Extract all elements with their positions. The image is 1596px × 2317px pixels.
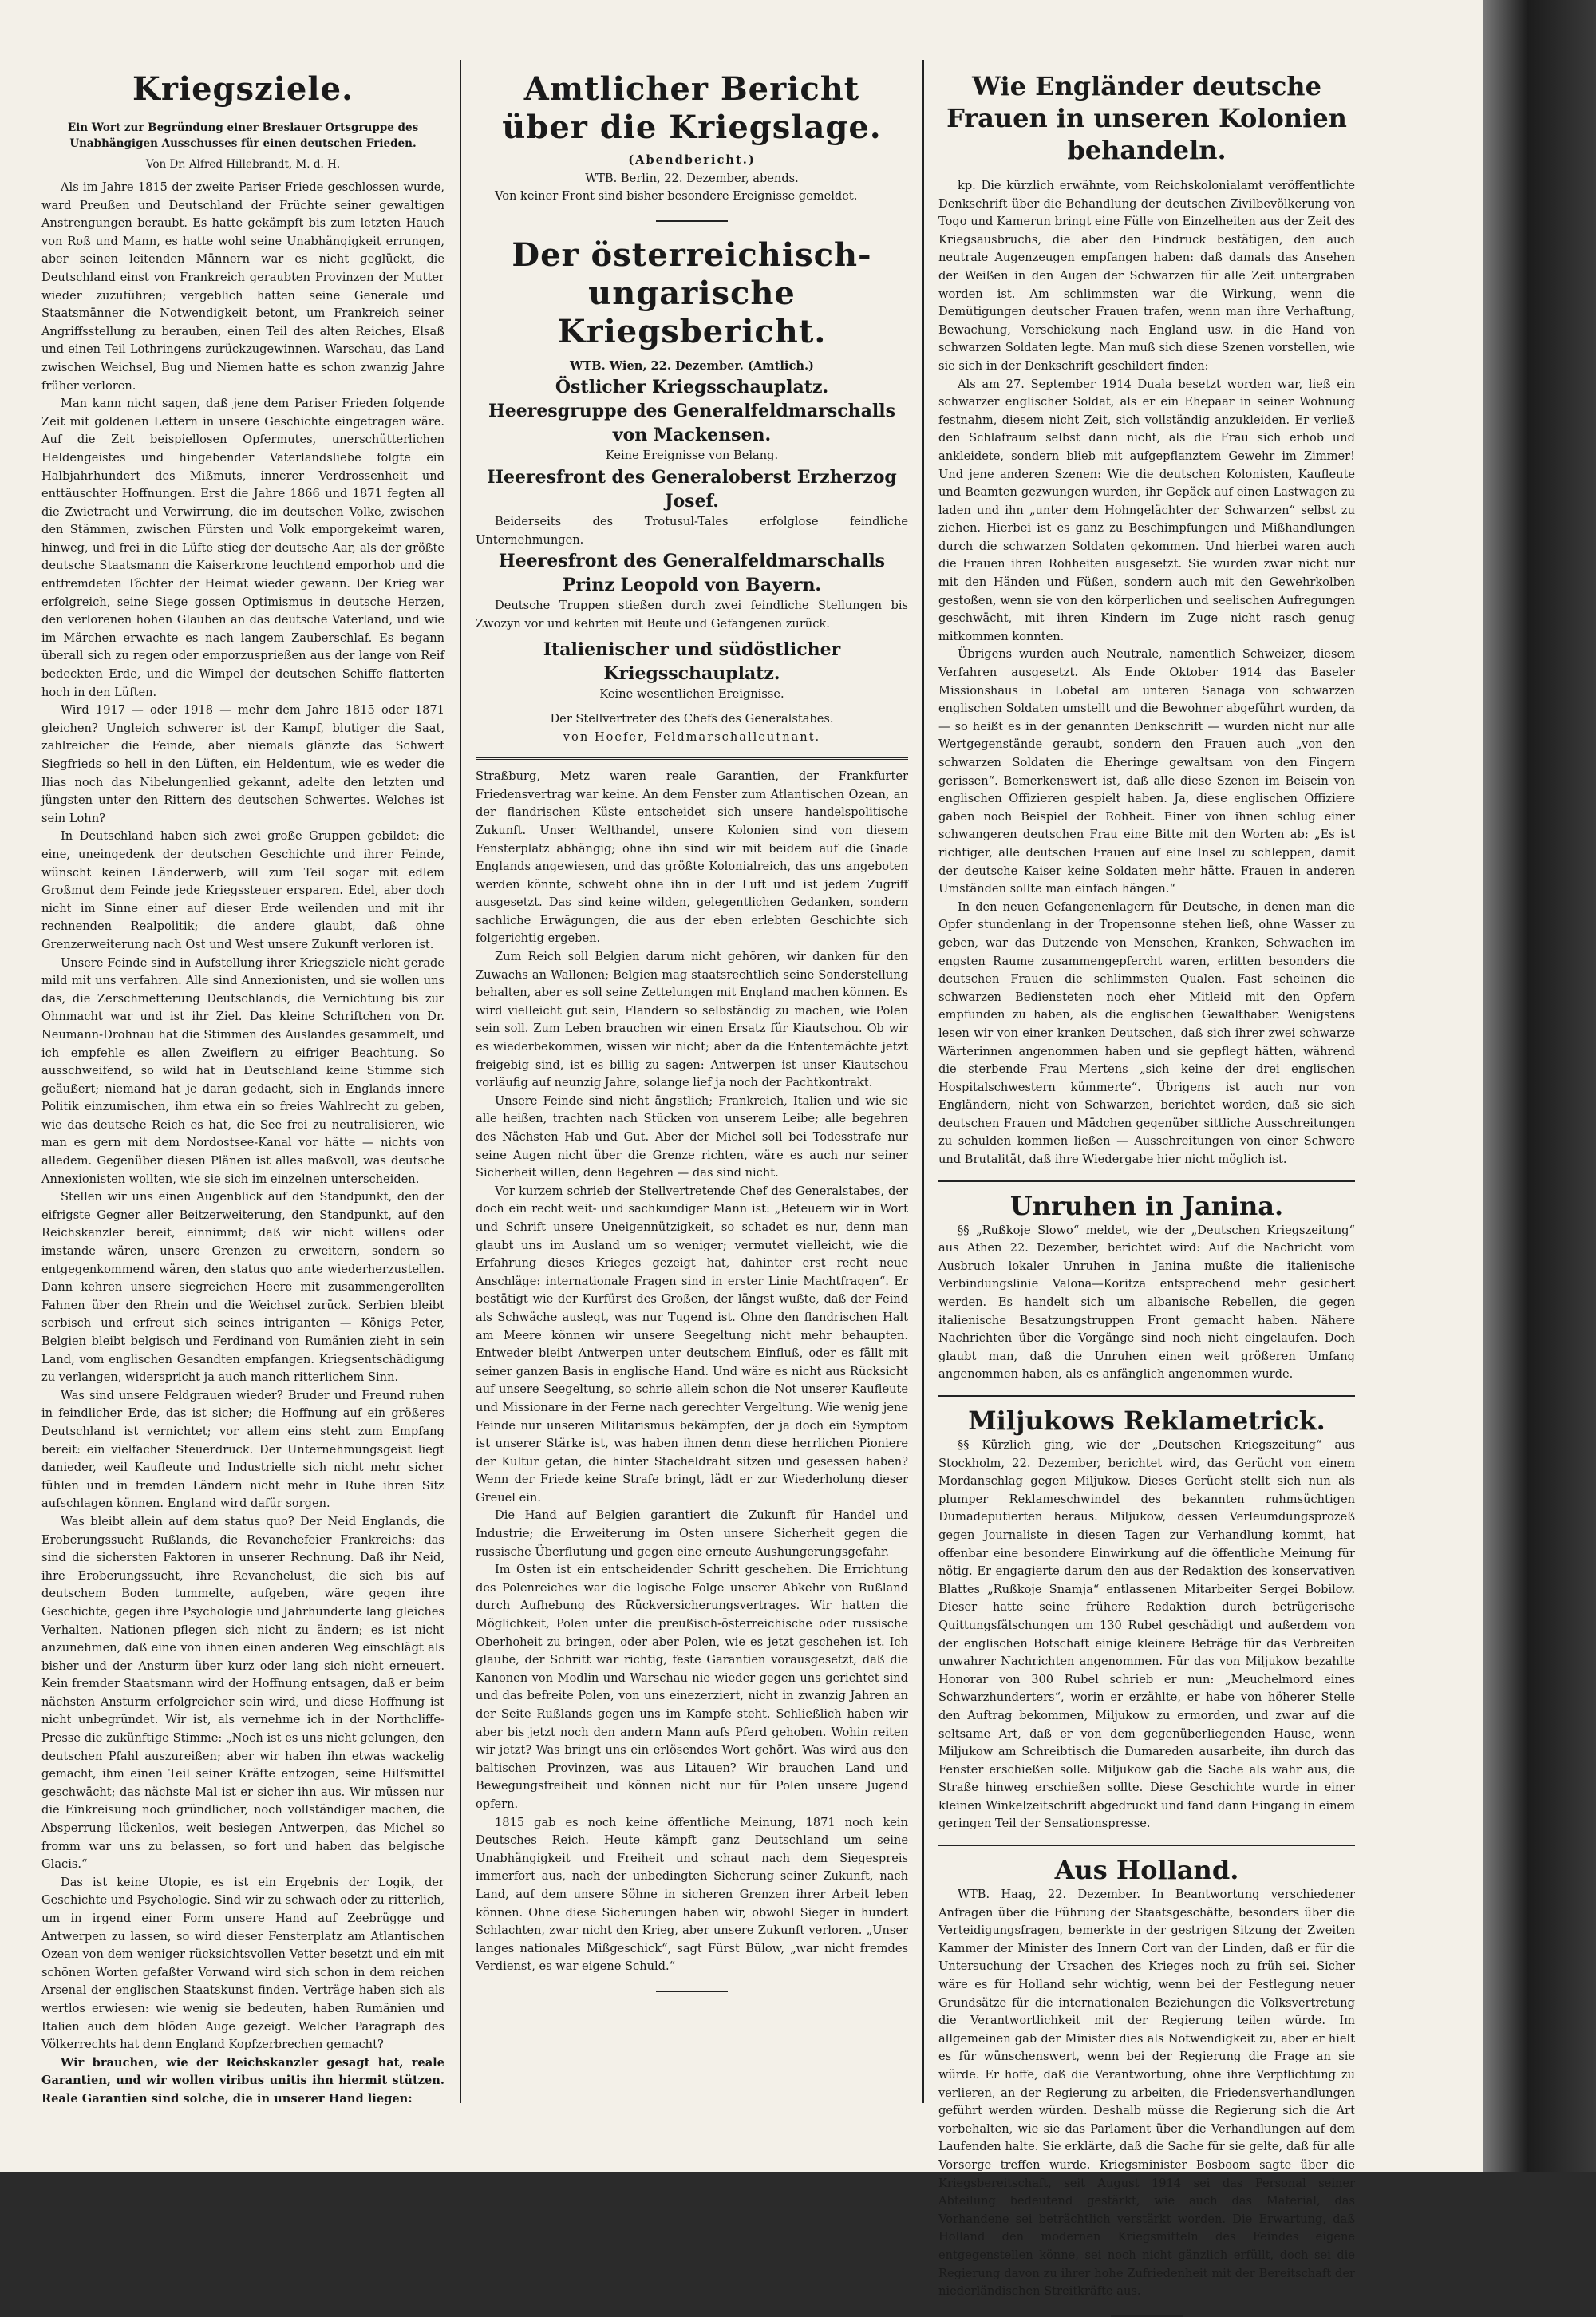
austro-report-dateline: WTB. Wien, 22. Dezember. (Amtlich.): [570, 358, 814, 373]
article-title: Kriegsziele.: [132, 70, 354, 108]
article-title: Miljukows Reklametrick.: [968, 1406, 1325, 1436]
paragraph: Das ist keine Utopie, es ist ein Ergebnis der Logik, der Geschichte und Psychologie. Sind wir zu schwach oder zu ritterlich, um in irgend einer Form unsere Hand auf Zeebrügge und Antwerpen zu lassen, so wird dieser Fensterplatz am Atlantischen Ozean von dem weniger rücksichtsvollen Vetter besetzt und ein mit schönen Worten gefaßter Vorwand wird sich schon in dem reichen Arsenal der englischen Staatskunst finden. Verträge haben sich als wertlos erwiesen: wie wenig sie bedeuten, haben Rumänien und Italien auch dem blöden Auge gezeigt. Welcher Paragraph des Völkerrechts hat denn England Kopfzerbrechen gemacht?: [41, 1875, 444, 2052]
right-column: [938, 70, 1355, 2299]
separator: [1111, 2315, 1183, 2317]
army-group-heading: Heeresfront des Generaloberst Erzherzog Josef.: [487, 466, 897, 512]
separator: [938, 1845, 1355, 1846]
paragraph: Unsere Feinde sind in Aufstellung ihrer Kriegsziele nicht gerade mild mit uns verfahren. Alle sind Annexionisten, und sie wollen uns das, die Zerschmetterung Deutschlands, die Vernichtung bis zur Ohnmacht war und ist ihr Ziel. Das kleine Schriftchen von Dr. Neumann-Drohnau hat die Stimmen des Auslandes gesammelt, und ich empfehle es allen Zweiflern zu eifriger Beachtung. So ausschweifend, so wild hat in Deutschland keine Stimme sich geäußert; niemand hat je daran gedacht, sich in Englands innere Politik einzumischen, ihm etwa ein so freies Wahlrecht zu geben, wie das deutsche Reich es hat, die See frei zu neutralisieren, wie man es gern mit dem Nordostsee-Kanal vor hätte — nichts von alledem. Gegenüber diesen Plänen ist alles maßvoll, was deutsche Annexionisten wollten, wie sie sich im einzelnen unterscheiden.: [41, 955, 444, 1186]
separator: [476, 757, 908, 760]
paragraph: Wird 1917 — oder 1918 — mehr dem Jahre 1815 oder 1871 gleichen? Ungleich schwerer ist der Kampf, blutiger die Saat, zahlreicher die Feinde, aber niemals glänzte das Schwert Siegfrieds so hell in den Lüften, ein Heldentum, wie es weder die Ilias noch das Nibelungenlied gekannt, adelte den letzten und jüngsten unter den Rittern des deutschen Schwertes. Welches ist sein Lohn?: [41, 703, 444, 825]
report-signature: Der Stellvertreter des Chefs des Generalstabes.: [550, 711, 834, 726]
report-signature: von Hoefer, Feldmarschalleutnant.: [563, 729, 821, 744]
paragraph: In den neuen Gefangenenlagern für Deutsche, in denen man die Opfer stundenlang in der Tropensonne stehen ließ, ohne Wasser zu geben, war das Dutzende von Menschen, Kranken, Schwachen im engsten Raume zusammengepfercht waren, erlitten besonders die deutschen Frauen die schlimmsten Qualen. Fast scheinen die schwarzen Bediensteten noch eher Mitleid mit den Opfern empfunden zu haben, als die englischen Gewalthaber. Wenigstens lesen wir von einer kranken Deutschen, daß sich ihrer zwei schwarze Wärterinnen angenommen haben und sie gepflegt hätten, während die sterbende Frau Mertens „sich keine der drei englischen Hospitalschwestern kümmerte“. Übrigens ist auch nur von Engländern, nicht von Schwarzen, berichtet worden, daß sie sich deutschen Frauen und Mädchen gegenüber sittliche Ausschreitungen zu schulden kommen ließen — Ausschreitungen von einer Schwere und Brutalität, daß ihre Wiedergabe hier nicht möglich ist.: [938, 900, 1355, 1167]
paragraph: WTB. Haag, 22. Dezember. In Beantwortung verschiedener Anfragen über die Führung der Staatsgeschäfte, besonders über die Verteidigungsfragen, bemerkte in der gestrigen Sitzung der Zweiten Kammer der Minister des Innern Cort van der Linden, daß er für die Untersuchung der Ursachen des Krieges noch zu früh sei. Sicher wäre es für Holland sehr wichtig, wenn bei der Festlegung neuer Grundsätze für die internationalen Beziehungen die Volksvertretung die Verantwortlichkeit mit der Regierung teilen würde. Im allgemeinen gab der Minister dies als Notwendigkeit zu, aber er hielt es für wünschenswert, wenn bei der Regierung die Frage an sie würde. Er hoffe, daß die Verantwortung, ohne ihre Verpflichtung zu verlieren, an der Regierung zu arbeiten, die Friedensverhandlungen geführt werden würden. Deshalb müsse die Regierung sich die Art vorbehalten, wie sie das Parlament über die Verhandlungen auf dem Laufenden halte. Sie erklärte, daß die Sache für sie gelte, daß für alle Vorsorge treffen wurde. Kriegsminister Bosboom sagte über die Kriegsbereitschaft, seit August 1914 sei das Personal seiner Abteilung bedeutend gestärkt, wie auch das Material, das Vorhandene sei beträchtlich verstärkt worden. Die Erwartung, daß Holland den modernen Kriegsmitteln des Feindes eigene entgegenstellen könne, sei noch nicht gänzlich erfüllt, doch sei die Regierung davon zu ihrer hohe Zufriedenheit mit der Bereitschaft der niederländischen Streitkräfte aus.: [938, 1888, 1355, 2299]
paragraph: Als am 27. September 1914 Duala besetzt worden war, ließ ein schwarzer englischer Soldat, als er ein Ehepaar in seiner Wohnung festnahm, diesem nicht Zeit, sich vollständig anzukleiden. Er verließ den Schlafraum selbst dann nicht, als die Frau sich erhob und ankleidete, sondern blieb mit aufgepflanztem Gewehr im Zimmer! Und jene anderen Szenen: Wie die deutschen Kolonisten, Kaufleute und Beamten gezwungen wurden, ihr Gepäck auf einen Lastwagen zu laden und ihn „unter dem Hohngelächter der Schwarzen“ selbst zu ziehen. Hierbei ist es ganz zu Beschimpfungen und Mißhandlungen durch die schwarzen Soldaten gekommen. Und hierbei waren auch die Frauen ihren Rohheiten ausgesetzt. Sie wurden zwar nicht nur mit den Händen und Füßen, sondern auch mit den Gewehrkolben gestoßen, wenn sie von den körperlichen und seelischen Aufregungen geschwächt, mit ihren Kindern im Zuge nicht rasch genug mitkommen konnten.: [938, 377, 1355, 643]
left-column: [41, 70, 444, 2105]
official-report-text: Von keiner Front sind bisher besondere Ereignisse gemeldet.: [495, 189, 858, 204]
paragraph: Als im Jahre 1815 der zweite Pariser Friede geschlossen wurde, ward Preußen und Deutschland der Früchte seiner gewaltigen Anstrengungen beraubt. Es hatte gekämpft bis zum letzten Hauch von Roß und Mann, es hatte wohl seine Unabhängigkeit errungen, aber seinen leitenden Männern war es nicht geglückt, die Deutschland einst von Frankreich geraubten Provinzen der Mutter wieder zuzuführen; vergeblich hatten seine Generale und Staatsmänner die Notwendigkeit betont, um Frankreich seiner Angriffsstellung zu berauben, einen Teil des alten Reiches, Elsaß und einen Teil Lothringens zurückzugewinnen. Warschau, das Land zwischen Weichsel, Bug und Niemen hatte es schon zwanzig Jahre früher verloren.: [41, 180, 444, 393]
separator: [656, 220, 728, 222]
page-edge-shadow: [1483, 0, 1596, 2172]
paragraph: Straßburg, Metz waren reale Garantien, der Frankfurter Friedensvertrag war keine. An dem Fenster zum Atlantischen Ozean, an der flandrischen Küste entscheidet sich unsere handelspolitische Zukunft. Unser Welthandel, unsere Kolonien sind von diesem Fensterplatz abhängig; ohne ihn sind wir mit beidem auf die Gnade Englands angewiesen, und das größte Kolonialreich, das uns angeboten werden könnte, schwebt ohne ihn in der Luft und ist jedem Zugriff ausgesetzt. Das sind keine wilden, gelegentlichen Gedanken, sondern sachliche Erwägungen, die aus der eben erlebten Geschichte sich folgerichtig ergeben.: [476, 769, 908, 946]
paragraph: Zum Reich soll Belgien darum nicht gehören, wir danken für den Zuwachs an Wallonen; Belgien mag staatsrechtlich seine Sonderstellung behalten, aber es soll seine Zettelungen mit England machen können. Es wird vielleicht gut sein, Flandern so selbständig zu machen, wie Polen sein soll. Zum Leben brauchen wir einen Ersatz für Kiautschou. Ob wir es wiederbekommen, wissen wir nicht; aber da die Ententemächte jetzt freigebig sind, ist es billig zu sagen: Antwerpen ist unser Kiautschou vorläufig auf neunzig Jahre, solange lief ja noch der Pachtkontrakt.: [476, 950, 908, 1090]
paragraph: Was sind unsere Feldgrauen wieder? Bruder und Freund ruhen in feindlicher Erde, das ist sicher; die Hoffnung auf ein größeres Deutschland ist vernichtet; vor allem eins steht zum Empfang bereit: ein vielfacher Steuerdruck. Der Unternehmungsgeist liegt danieder, weil Kaufleute und Industrielle sich nicht mehr sicher fühlen und in fremden Ländern nicht mehr in Ruhe ihren Sitz aufschlagen können. England wird dafür sorgen.: [41, 1388, 444, 1511]
separator: [938, 1395, 1355, 1397]
paragraph: §§ Kürzlich ging, wie der „Deutschen Kriegszeitung“ aus Stockholm, 22. Dezember, berichtet wird, das Gerücht von einem Mordanschlag gegen Miljukow. Dieses Gerücht stellt sich nun als plumper Reklameschwindel des bekannten ruhmsüchtigen Dumadeputierten heraus. Miljukow, dessen Verleumdungsprozeß gegen Journaliste in diesen Tagen zur Verhandlung kommt, hat offenbar eine besondere Einwirkung auf die öffentliche Meinung für nötig. Er engagierte darum den aus der Redaktion des konservativen Blattes „Rußkoje Snamja“ entlassenen Mitarbeiter Sergei Bobilow. Dieser hatte seine frühere Redaktion durch betrügerische Quittungsfälschungen um 130 Rubel geschädigt und außerdem von der englischen Botschaft einige kleinere Beträge für das Verbreiten unwahrer Nachrichten angenommen. Für das von Miljukow bezahlte Honorar von 300 Rubel schrieb er nun: „Meuchelmord eines Schwarzhunderters“, worin er erzählte, er habe von höherer Stelle den Auftrag bekommen, Miljukow zu ermorden, und zwar auf die seltsame Art, daß er von dem gegenüberliegenden Hause, wenn Miljukow am Schreibtisch die Dumareden ausarbeite, ihn durch das Fenster erschießen solle. Miljukow gab die Sache als wahr aus, die Straße hinweg erschießen sollte. Diese Geschichte wurde in einer kleinen Winkelzeitschrift abgedruckt und fand dann Eingang in einem geringen Teil der Sensationspresse.: [938, 1438, 1355, 1831]
paragraph: Übrigens wurden auch Neutrale, namentlich Schweizer, diesem Verfahren ausgesetzt. Als Ende Oktober 1914 das Baseler Missionshaus in Lobetal am unteren Sanaga von schwarzen englischen Soldaten umstellt und die Bewohner abgeführt wurden, da — so heißt es in der genannten Denkschrift — wurden nicht nur alle Wertgegenstände geraubt, sondern den Frauen auch „von den schwarzen Soldaten die Eheringe gewaltsam von den Fingern gerissen“. Bemerkenswert ist, daß alle diese Szenen im Beisein von englischen Offizieren gespielt haben. Ja, diese englischen Offiziere gaben noch Beispiel der Rohheit. Einer von ihnen schlug einer schwangeren deutschen Frau eine Bitte mit den Worten ab: „Es ist richtiger, alle deutschen Frauen auf eine Insel zu schleppen, damit der deutsche Kaiser keine Soldaten mehr hätte. Frauen in anderen Umständen sollte man einfach hängen.“: [938, 647, 1355, 896]
paragraph: kp. Die kürzlich erwähnte, vom Reichskolonialamt veröffentlichte Denkschrift über die Behandlung der deutschen Zivilbevölkerung von Togo und Kamerun bringt eine Fülle von Einzelheiten aus der Zeit des Kriegsausbruchs, die aber den Eindruck bestätigen, den auch neutrale Augenzeugen empfangen haben: daß damals das Ansehen der Weißen in den Augen der Schwarzen für alle Zeit untergraben worden ist. Am schlimmsten war die Wirkung, wenn die Demütigungen deutscher Frauen trafen, wenn man ihre Verhaftung, Bewachung, Verschickung nach England usw. in die Hand von schwarzen Soldaten legte. Man muß sich diese Szenen vorstellen, wie sie sich in der Denkschrift geschildert finden:: [938, 179, 1355, 373]
paragraph: Wir brauchen, wie der Reichskanzler gesagt hat, reale Garantien, und wir wollen viribus unitis ihn hiermit stützen. Reale Garantien sind solche, die in unserer Hand liegen:: [41, 2055, 444, 2105]
theater-heading: Italienischer und südöstlicher Kriegsschauplatz.: [543, 639, 841, 685]
paragraph: Was bleibt allein auf dem status quo? Der Neid Englands, die Eroberungssucht Rußlands, die Revanchefeier Frankreichs: das sind die sichersten Faktoren in unserer Rechnung. Daß ihr Neid, ihre Eroberungssucht, ihre Revanchelust, die sich bis auf deutschem Boden tummelte, aufgeben, wäre gegen ihre Geschichte, gegen ihre Psychologie und Jahrhunderte lang gleiches Verhalten. Nationen pflegen sich nicht zu ändern; es ist nicht anzunehmen, daß eine von ihnen einen anderen Weg einschlägt als bisher und der Ansturm über kurz oder lang sich nicht erneuert. Kein fremder Staatsmann wird der Hoffnung entsagen, daß er beim nächsten Ansturm erfolgreicher sein wird, und diese Hoffnung ist nicht unbegründet. Wir ist, als vernehme ich in der Northcliffe-Presse die zukünftige Stimme: „Noch ist es uns nicht gelungen, den deutschen Pfahl auszureißen; aber wir haben ihn etwas wackelig gemacht, ihm einen Teil seiner Kräfte entzogen, seine Hilfsmittel geschwächt; das nächste Mal ist er sicher ihn aus. Wir müssen nur die Einkreisung noch gründlicher, noch vollständiger machen, die Absperrung lückenlos, weit besiegen Antwerpen, das Michel so fromm war uns zu belassen, so fort und haben das belgische Glacis.“: [41, 1514, 444, 1872]
theater-heading: Östlicher Kriegsschauplatz.: [555, 377, 829, 398]
article-title: Aus Holland.: [1054, 1855, 1239, 1886]
column-rule: [922, 60, 924, 2103]
paragraph: Unsere Feinde sind nicht ängstlich; Frankreich, Italien und wie sie alle heißen, trachten nach Stücken von unserem Leibe; alle begehren des Nächsten Hab und Gut. Aber der Michel soll bei Todesstrafe nur seine Augen nicht über die Grenze richten, wäre es auch nur seiner Sicherheit willen, denn Begehren — das sind nicht.: [476, 1093, 908, 1180]
article-title: Wie Engländer deutsche Frauen in unseren Kolonien behandeln.: [946, 71, 1347, 165]
army-group-heading: Heeresfront des Generalfeldmarschalls Prinz Leopold von Bayern.: [498, 551, 886, 596]
official-report-dateline: WTB. Berlin, 22. Dezember, abends.: [585, 171, 799, 185]
paragraph: Im Osten ist ein entscheidender Schritt geschehen. Die Errichtung des Polenreiches war die logische Folge unserer Abkehr von Rußland durch Aufhebung des Rückversicherungsvertrages. Wir hatten die Möglichkeit, Polen unter die preußisch-österreichische oder russische Oberhoheit zu bringen, oder aber Polen, wie es jetzt geschehen ist. Ich glaube, der Schritt war richtig, feste Garantien vorausgesetzt, daß die Kanonen von Modlin und Warschau nie wieder gegen uns gerichtet sind und das befreite Polen, von uns einezerziert, nicht in zwanzig Jahren an der Seite Rußlands gegen uns im Kampfe steht. Schließlich haben wir aber bis jetzt noch den andern Mann aufs Pferd gehoben. Wohin reiten wir jetzt? Was bringt uns ein erlösendes Wort gehört. Was wird aus den baltischen Provinzen, was aus Litauen? Wir brauchen Land und Bewegungsfreiheit und können nicht nur für Polen unsere Jugend opfern.: [476, 1563, 908, 1811]
column-rule: [460, 60, 461, 2103]
paragraph: Die Hand auf Belgien garantiert die Zukunft für Handel und Industrie; die Erweiterung im Osten unsere Sicherheit gegen die russische Überflutung und gegen eine erneute Aushungerungsgefahr.: [476, 1508, 908, 1559]
article-title: Unruhen in Janina.: [1009, 1190, 1284, 1221]
theater-text: Keine wesentlichen Ereignisse.: [599, 687, 784, 702]
separator: [938, 1180, 1355, 1182]
article-subtitle: Ein Wort zur Begründung einer Breslauer Ortsgruppe des Unabhängigen Ausschusses für einen deutschen Frieden.: [67, 121, 419, 150]
paragraph: Vor kurzem schrieb der Stellvertretende Chef des Generalstabes, der doch ein recht weit- und sachkundiger Mann ist: „Beteuern wir in Wort und Schrift unsere Uneigennützigkeit, so schadet es nur, denn man glaubt uns im Ausland um so weniger; vermutet vielleicht, wie die Erfahrung dieses Krieges gezeigt hat, dahinter erst recht neue Anschläge: internationale Fragen sind in erster Linie Machtfragen“. Er bestätigt wie der Kurfürst des Großen, der längst wußte, daß der Feind als Schwäche auslegt, was nur Tugend ist. Ohne den flandrischen Halt am Meere können wir unsere Seegeltung nicht mehr behaupten. Entweder bleibt Antwerpen unter deutschem Einfluß, oder es fällt mit seiner ganzen Basis in englische Hand. Und wäre es nicht aus Rücksicht auf unsere Seegeltung, so schrie allein schon die Not unserer Kaufleute und Missionare in der Ferne nach gerechter Vergeltung. Wie wenig jene Feinde nur unseren Militarismus bekämpfen, der ja doch ein Symptom ist unserer Stärke ist, was haben ihnen denn diese herrlichen Pioniere der Kultur getan, die hinter Stacheldraht sitzen und gesessen haben? Wenn der Friede keine Strafe bringt, lädt er zur Wiederholung dieser Greuel ein.: [476, 1184, 908, 1504]
paragraph: §§ „Rußkoje Slowo“ meldet, wie der „Deutschen Kriegszeitung“ aus Athen 22. Dezember, berichtet wird: Auf die Nachricht vom Ausbruch lokaler Unruhen in Janina mußte die italienische Verbindungslinie Valona—Koritza entsprechend mehr gesichert werden. Es handelt sich um albanische Rebellen, die gegen italienische Besatzungstruppen Front gemacht haben. Nähere Nachrichten über die Vorgänge sind noch nicht eingelaufen. Doch glaubt man, daß die Unruhen einen weit größeren Umfang angenommen haben, als es anfänglich angenommen wurde.: [938, 1223, 1355, 1382]
official-report-title: Amtlicher Bericht über die Kriegslage.: [502, 70, 882, 146]
middle-column: [476, 70, 908, 2098]
army-group-heading: Heeresgruppe des Generalfeldmarschalls von Mackensen.: [488, 401, 895, 446]
army-group-text: Keine Ereignisse von Belang.: [605, 449, 779, 463]
official-report-subtitle: (Abendbericht.): [628, 153, 756, 167]
paragraph: Stellen wir uns einen Augenblick auf den Standpunkt, den der eifrigste Gegner aller Beitzerweiterung, den Standpunkt, auf den Reichskanzler bereit, einnimmt; daß wir nicht willens oder imstande wären, unsere Grenzen zu erweitern, sondern so entgegenkommend wären, den status quo ante wiederherzustellen. Dann kehren unsere siegreichen Heere mit zusammengerollten Fahnen über den Rhein und die Weichsel zurück. Serbien bleibt serbisch und erfreut sich seines intriganten — Königs Peter, Belgien bleibt belgisch und Ferdinand von Rumänien zieht in sein Land, vom englischen Gesandten empfangen. Kriegsentschädigung zu verlangen, widerspricht ja auch manch ritterlichem Sinn.: [41, 1190, 444, 1385]
army-group-text: Deutsche Truppen stießen durch zwei feindliche Stellungen bis Zwozyn vor und kehrten mit Beute und Gefangenen zurück.: [476, 599, 908, 631]
paragraph: In Deutschland haben sich zwei große Gruppen gebildet: die eine, uneingedenk der deutschen Geschichte und ihrer Feinde, wünscht keinen Länderwerb, will zum Teil sogar mit edlem Großmut dem Feinde jede Kriegssteuer ersparen. Edel, aber doch nicht im Sinne einer auf dieser Erde weilenden und mit ihr rechnenden Realpolitik; die andere glaubt, daß ohne Grenzerweiterung nach Ost und West unsere Zukunft verloren ist.: [41, 829, 444, 951]
separator: [656, 1991, 728, 1992]
article-author: Von Dr. Alfred Hillebrandt, M. d. H.: [145, 158, 341, 171]
paragraph: Man kann nicht sagen, daß jene dem Pariser Frieden folgende Zeit mit goldenen Lettern in unsere Geschichte eingetragen wäre. Auf die Zeit beispiellosen Opfermutes, unerschütterlichen Heldengeistes und hingebender Vaterlandsliebe folgte ein Halbjahrhundert des Mißmuts, innerer Verdrossenheit und enttäuschter Hoffnungen. Erst die Jahre 1866 und 1871 fegten all die Zwietracht und Verwirrung, die im deutschen Volke, zwischen den Stämmen, zwischen Fürsten und Volk emporgekeimt waren, hinweg, und frei in die Lüfte stieg der deutsche Aar, als der größte deutsche Staatsmann die Kaiserkrone leuchtend emporhob und die entfremdeten Töchter der Heimat wieder gewann. Der Krieg war erfolgreich, seine Siege gossen Optimismus in deutsche Herzen, den verlorenen hohen Glauben an das deutsche Vaterland, und wie im Märchen erwachte es nach langem Zauberschlaf. Es begann überall sich zu regen oder emporzusprießen aus der lange von Reif bedeckten Erde, und die Wimpel der deutschen Schiffe flatterten hoch in den Lüften.: [41, 397, 444, 699]
austro-report-title: Der österreichisch-ungarische Kriegsbericht.: [512, 235, 872, 350]
army-group-text: Beiderseits des Trotusul-Tales erfolglose feindliche Unternehmungen.: [476, 514, 908, 547]
paragraph: 1815 gab es noch keine öffentliche Meinung, 1871 noch kein Deutsches Reich. Heute kämpft ganz Deutschland um seine Unabhängigkeit und Freiheit und schaut nach dem Siegespreis immerfort aus, nach der unbedingten Sicherung seiner Zukunft, nach Land, auf dem unsere Söhne in sicheren Grenzen ihrer Arbeit leben können. Ohne diese Sicherungen haben wir, obwohl Sieger in hundert Schlachten, zwar nicht den Krieg, aber unsere Zukunft verloren. „Unser langes nationales Mißgeschick“, sagt Fürst Bülow, „war nicht fremdes Verdienst, es war eigene Schuld.“: [476, 1815, 908, 1974]
